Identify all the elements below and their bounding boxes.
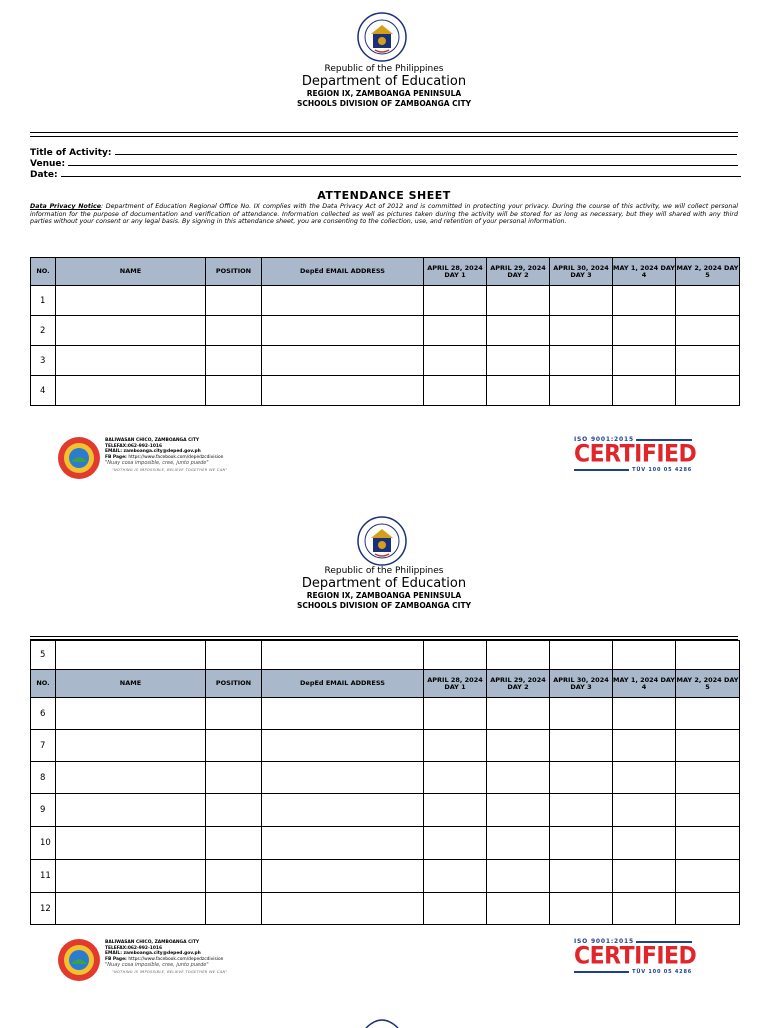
day-cell[interactable]	[550, 286, 613, 316]
table-row	[31, 827, 740, 860]
day-cell[interactable]	[550, 827, 613, 860]
name-cell[interactable]	[56, 794, 206, 827]
division-text: SCHOOLS DIVISION OF ZAMBOANGA CITY	[297, 99, 471, 108]
day-cell[interactable]	[487, 641, 550, 670]
day-cell[interactable]	[550, 346, 613, 376]
attendance-table-1	[30, 257, 740, 406]
day-cell[interactable]	[424, 698, 487, 730]
day-cell[interactable]	[487, 730, 550, 762]
day-cell[interactable]	[676, 730, 740, 762]
position-cell[interactable]	[206, 698, 262, 730]
row-number: 12	[31, 893, 56, 925]
day-cell[interactable]	[613, 827, 676, 860]
privacy-text: : Department of Education Regional Office No. IX complies with the Data Privacy Act of 2012 and is committed in protecting your privacy. During the course of this activity, we will collect personal information for the purpose of documentation and verification of attendance. Information collected as well as pictures taken during the activity will be stored for as long as necessary, but they will shared with any third parties without your consent or any legal basis. By signing in this attendance sheet, you are consenting to the collection, use, and retention of your personal information.	[30, 203, 739, 226]
email-cell[interactable]	[262, 376, 424, 406]
email-cell[interactable]	[262, 893, 424, 925]
certified-text: CERTIFIED	[574, 440, 697, 468]
deped-seal-logo	[362, 1018, 402, 1028]
attendance-table-2	[30, 640, 740, 925]
position-cell[interactable]	[206, 641, 262, 670]
day-cell[interactable]	[550, 316, 613, 346]
tuv-text: TÜV 100 05 4286	[632, 467, 692, 473]
row-number: 6	[31, 698, 56, 730]
day-cell[interactable]	[424, 730, 487, 762]
row-number: 9	[31, 794, 56, 827]
venue-line[interactable]	[68, 157, 738, 166]
page-footer	[0, 938, 768, 998]
name-cell[interactable]	[56, 316, 206, 346]
position-cell[interactable]	[206, 286, 262, 316]
day-cell[interactable]	[487, 698, 550, 730]
day-cell[interactable]	[550, 641, 613, 670]
col-no: NO.	[31, 258, 56, 286]
email-cell[interactable]	[262, 286, 424, 316]
division-seal-logo	[57, 938, 101, 982]
day-cell[interactable]	[676, 698, 740, 730]
day-cell[interactable]	[613, 286, 676, 316]
email-cell[interactable]	[262, 762, 424, 794]
footer-motto-english: "NOTHING IS IMPOSSIBLE, BELIEVE TOGETHER WE CAN"	[112, 468, 228, 472]
iso-certified-badge	[574, 938, 697, 975]
day-cell[interactable]	[676, 762, 740, 794]
day-cell[interactable]	[487, 860, 550, 893]
name-cell[interactable]	[56, 286, 206, 316]
republic-text: Republic of the Philippines	[324, 566, 444, 576]
footer-motto-english: "NOTHING IS IMPOSSIBLE, BELIEVE TOGETHER WE CAN"	[112, 970, 228, 974]
name-cell[interactable]	[56, 893, 206, 925]
table-row	[31, 893, 740, 925]
iso-text: ISO 9001:2015	[574, 436, 634, 443]
email-cell[interactable]	[262, 316, 424, 346]
table-row	[31, 860, 740, 893]
letterhead	[0, 566, 768, 611]
day-cell[interactable]	[676, 346, 740, 376]
day-cell[interactable]	[424, 893, 487, 925]
fb-label: FB Page:	[105, 956, 127, 962]
name-cell[interactable]	[56, 827, 206, 860]
day-cell[interactable]	[613, 762, 676, 794]
col-day4: MAY 1, 2024 DAY 4	[613, 670, 676, 698]
email-cell[interactable]	[262, 698, 424, 730]
header-rule	[30, 136, 738, 137]
day-cell[interactable]	[424, 794, 487, 827]
col-email: DepEd EMAIL ADDRESS	[262, 670, 424, 698]
deped-seal-logo	[357, 516, 407, 566]
day-cell[interactable]	[550, 730, 613, 762]
day-cell[interactable]	[613, 316, 676, 346]
day-cell[interactable]	[613, 860, 676, 893]
col-day3: APRIL 30, 2024 DAY 3	[550, 258, 613, 286]
day-cell[interactable]	[613, 893, 676, 925]
table-row	[31, 794, 740, 827]
footer-email: EMAIL: zamboanga.city@deped.gov.ph	[105, 951, 201, 957]
table-row	[31, 376, 740, 406]
name-cell[interactable]	[56, 698, 206, 730]
day-cell[interactable]	[424, 346, 487, 376]
day-cell[interactable]	[613, 698, 676, 730]
position-cell[interactable]	[206, 316, 262, 346]
day-cell[interactable]	[613, 730, 676, 762]
position-cell[interactable]	[206, 827, 262, 860]
position-cell[interactable]	[206, 794, 262, 827]
attendance-sheet-title: ATTENDANCE SHEET	[317, 189, 451, 202]
footer-motto: "Nuay cosa imposible, cree, junto puede"	[105, 460, 209, 466]
day-cell[interactable]	[487, 286, 550, 316]
row-number: 7	[31, 730, 56, 762]
name-cell[interactable]	[56, 346, 206, 376]
col-position: POSITION	[206, 258, 262, 286]
fb-link[interactable]: https://www.facebook.com/depedzcdivision	[128, 956, 224, 962]
day-cell[interactable]	[487, 346, 550, 376]
footer-telefax: TELEFAX:062-992-1016	[105, 443, 163, 449]
position-cell[interactable]	[206, 376, 262, 406]
department-title: Department of Education	[301, 74, 467, 89]
fb-label: FB Page:	[105, 454, 127, 460]
day-cell[interactable]	[550, 860, 613, 893]
date-field[interactable]	[30, 168, 741, 180]
header-rule	[30, 132, 738, 133]
email-cell[interactable]	[262, 794, 424, 827]
row-number: 11	[31, 860, 56, 893]
col-day3: APRIL 30, 2024 DAY 3	[550, 670, 613, 698]
col-day2: APRIL 29, 2024 DAY 2	[487, 670, 550, 698]
day-cell[interactable]	[676, 827, 740, 860]
col-name: NAME	[56, 258, 206, 286]
day-cell[interactable]	[424, 286, 487, 316]
venue-label: Venue:	[30, 159, 66, 169]
header-rule	[30, 636, 738, 637]
col-name: NAME	[56, 670, 206, 698]
footer-email: EMAIL: zamboanga.city@deped.gov.ph	[105, 449, 201, 455]
position-cell[interactable]	[206, 860, 262, 893]
footer-contact	[105, 438, 223, 460]
table-header-row	[31, 258, 740, 286]
table-header-row	[31, 670, 740, 698]
day-cell[interactable]	[676, 316, 740, 346]
footer-address: BALIWASAN CHICO, ZAMBOANGA CITY	[105, 438, 200, 443]
page-1	[0, 0, 768, 500]
email-cell[interactable]	[262, 827, 424, 860]
republic-text: Republic of the Philippines	[324, 64, 444, 74]
position-cell[interactable]	[206, 346, 262, 376]
footer-motto: "Nuay cosa imposible, cree, junto puede"	[105, 962, 209, 968]
day-cell[interactable]	[676, 893, 740, 925]
email-cell[interactable]	[262, 641, 424, 670]
day-cell[interactable]	[676, 860, 740, 893]
privacy-notice	[30, 203, 738, 226]
col-day5: MAY 2, 2024 DAY 5	[676, 670, 740, 698]
day-cell[interactable]	[613, 346, 676, 376]
row-number: 4	[31, 376, 56, 406]
day-cell[interactable]	[550, 762, 613, 794]
region-text: REGION IX, ZAMBOANGA PENINSULA	[306, 591, 462, 600]
position-cell[interactable]	[206, 893, 262, 925]
day-cell[interactable]	[550, 893, 613, 925]
col-day1: APRIL 28, 2024 DAY 1	[424, 258, 487, 286]
col-day5: MAY 2, 2024 DAY 5	[676, 258, 740, 286]
footer-telefax: TELEFAX:062-992-1016	[105, 945, 163, 951]
col-no: NO.	[31, 670, 56, 698]
name-cell[interactable]	[56, 641, 206, 670]
day-cell[interactable]	[424, 376, 487, 406]
table-row	[31, 730, 740, 762]
day-cell[interactable]	[613, 794, 676, 827]
email-cell[interactable]	[262, 730, 424, 762]
position-cell[interactable]	[206, 762, 262, 794]
privacy-label: Data Privacy Notice	[30, 203, 102, 210]
table-row	[31, 286, 740, 316]
day-cell[interactable]	[487, 762, 550, 794]
day-cell[interactable]	[424, 316, 487, 346]
table-row	[31, 641, 740, 670]
day-cell[interactable]	[676, 641, 740, 670]
row-number: 5	[31, 641, 56, 670]
email-cell[interactable]	[262, 346, 424, 376]
day-cell[interactable]	[424, 860, 487, 893]
col-day1: APRIL 28, 2024 DAY 1	[424, 670, 487, 698]
date-label: Date:	[30, 170, 58, 180]
certified-text: CERTIFIED	[574, 942, 697, 970]
table-row	[31, 698, 740, 730]
day-cell[interactable]	[487, 827, 550, 860]
page-2	[0, 512, 768, 1024]
day-cell[interactable]	[487, 376, 550, 406]
iso-certified-badge	[574, 436, 697, 473]
position-cell[interactable]	[206, 730, 262, 762]
email-cell[interactable]	[262, 860, 424, 893]
day-cell[interactable]	[424, 762, 487, 794]
deped-seal-logo	[357, 12, 407, 62]
row-number: 3	[31, 346, 56, 376]
region-text: REGION IX, ZAMBOANGA PENINSULA	[306, 89, 462, 98]
col-day2: APRIL 29, 2024 DAY 2	[487, 258, 550, 286]
table-row	[31, 762, 740, 794]
col-day4: MAY 1, 2024 DAY 4	[613, 258, 676, 286]
day-cell[interactable]	[487, 893, 550, 925]
day-cell[interactable]	[550, 698, 613, 730]
col-email: DepEd EMAIL ADDRESS	[262, 258, 424, 286]
name-cell[interactable]	[56, 762, 206, 794]
page-footer	[0, 436, 768, 496]
table-row	[31, 346, 740, 376]
fb-link[interactable]: https://www.facebook.com/depedzcdivision	[128, 454, 224, 460]
row-number: 1	[31, 286, 56, 316]
footer-contact	[105, 940, 223, 962]
row-number: 10	[31, 827, 56, 860]
day-cell[interactable]	[424, 641, 487, 670]
iso-text: ISO 9001:2015	[574, 938, 634, 945]
day-cell[interactable]	[613, 641, 676, 670]
day-cell[interactable]	[676, 376, 740, 406]
division-seal-logo	[57, 436, 101, 480]
day-cell[interactable]	[550, 376, 613, 406]
name-cell[interactable]	[56, 730, 206, 762]
day-cell[interactable]	[676, 794, 740, 827]
day-cell[interactable]	[487, 316, 550, 346]
title-label: Title of Activity:	[30, 148, 112, 158]
row-number: 2	[31, 316, 56, 346]
day-cell[interactable]	[424, 827, 487, 860]
name-cell[interactable]	[56, 376, 206, 406]
name-cell[interactable]	[56, 860, 206, 893]
letterhead	[0, 64, 768, 109]
footer-address: BALIWASAN CHICO, ZAMBOANGA CITY	[105, 940, 200, 945]
department-title: Department of Education	[301, 576, 467, 591]
title-line[interactable]	[115, 146, 737, 155]
date-line[interactable]	[61, 168, 741, 177]
division-text: SCHOOLS DIVISION OF ZAMBOANGA CITY	[297, 601, 471, 610]
day-cell[interactable]	[676, 286, 740, 316]
table-row	[31, 316, 740, 346]
day-cell[interactable]	[613, 376, 676, 406]
day-cell[interactable]	[550, 794, 613, 827]
row-number: 8	[31, 762, 56, 794]
col-position: POSITION	[206, 670, 262, 698]
day-cell[interactable]	[487, 794, 550, 827]
tuv-text: TÜV 100 05 4286	[632, 969, 692, 975]
